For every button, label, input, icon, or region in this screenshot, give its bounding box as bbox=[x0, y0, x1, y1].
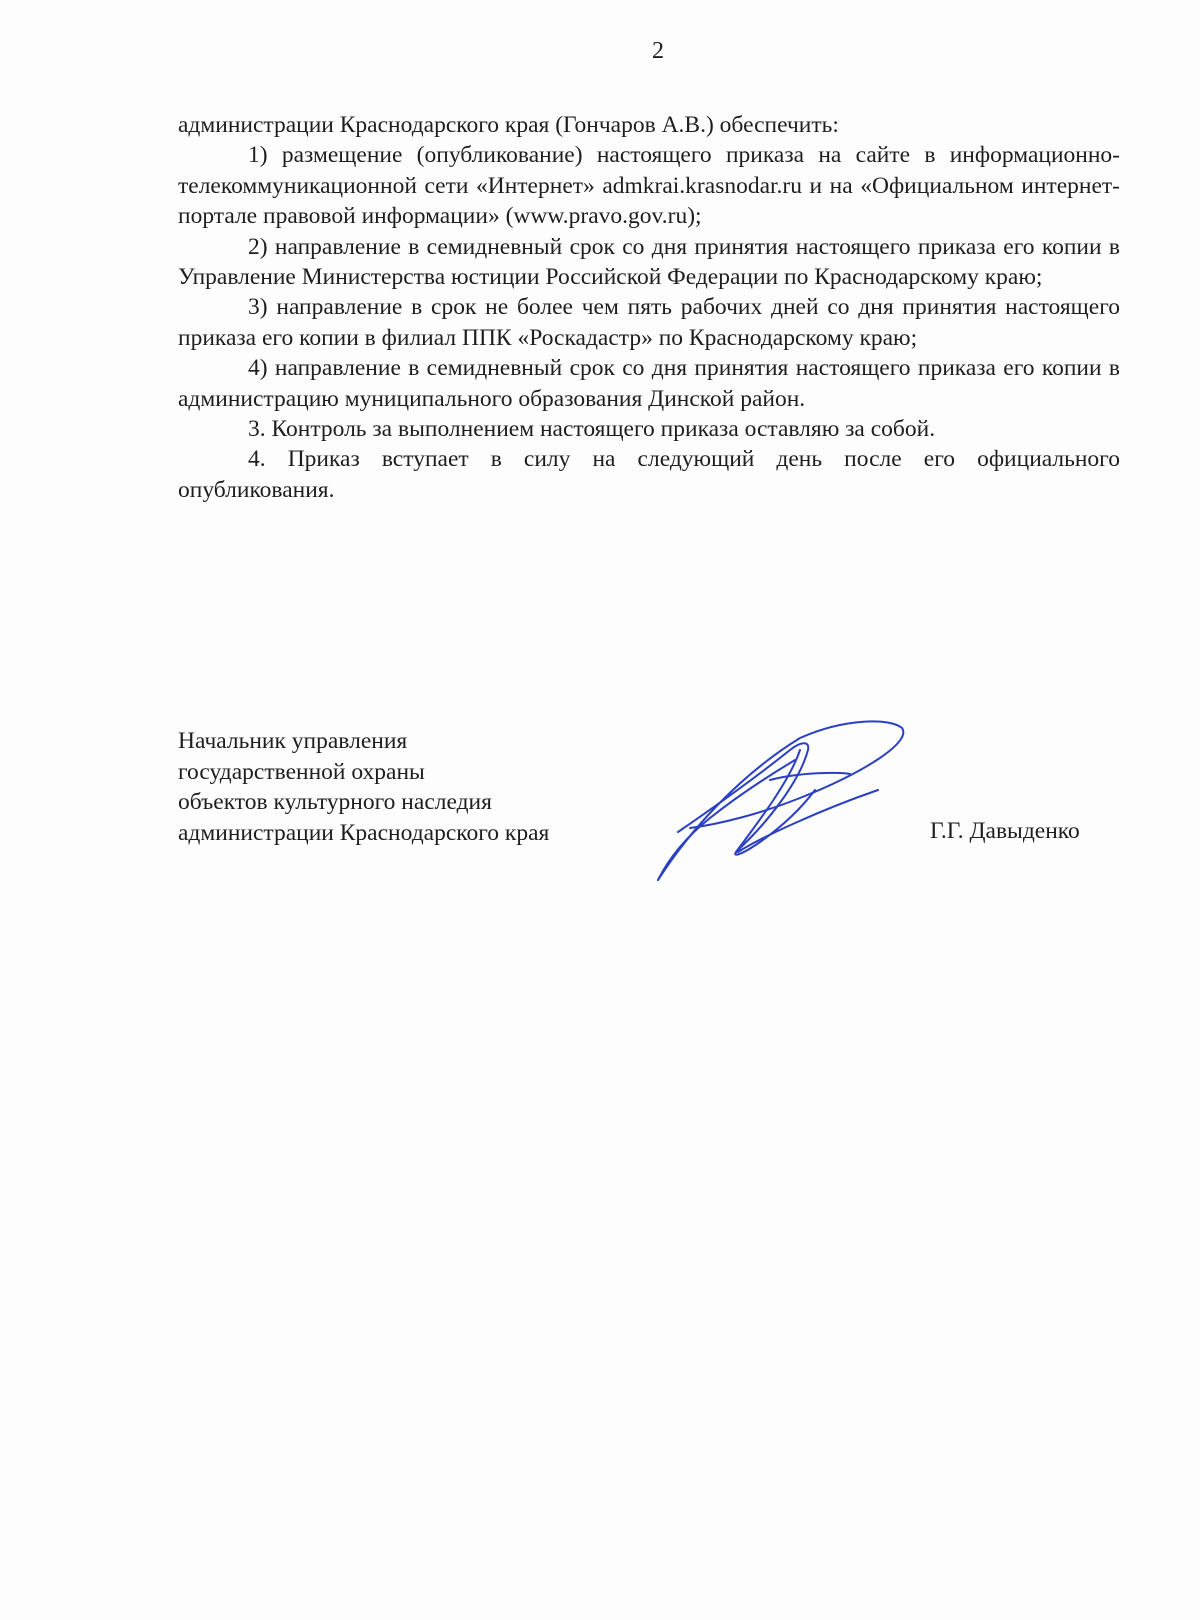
handwritten-signature bbox=[650, 720, 920, 890]
page-number: 2 bbox=[652, 38, 664, 64]
signer-position-line: объектов культурного наследия bbox=[178, 789, 492, 815]
paragraph-item-4: 4) направление в семидневный срок со дня принятия настоящего приказа его копии в администрацию муниципального образования Динской район. bbox=[178, 355, 1120, 412]
paragraph-item-1: 1) размещение (опубликование) настоящего приказа на сайте в информационно-телекоммуникационной сети «Интернет» admkrai.krasnodar.ru и на «Официальном интернет-портале правовой информации» (www.pravo.gov.ru); bbox=[178, 142, 1120, 230]
signer-name: Г.Г. Давыденко bbox=[930, 818, 1080, 844]
paragraph-item-3: 3) направление в срок не более чем пять рабочих дней со дня принятия настоящего приказа его копии в филиал ППК «Роскадастр» по Краснодарскому краю; bbox=[178, 294, 1120, 351]
paragraph-item-2: 2) направление в семидневный срок со дня принятия настоящего приказа его копии в Управление Министерства юстиции Российской Федерации по Краснодарскому краю; bbox=[178, 233, 1120, 291]
signer-position-line: администрации Краснодарского края bbox=[178, 819, 550, 846]
signer-position-line: государственной охраны bbox=[178, 758, 425, 785]
document-body bbox=[178, 110, 1120, 505]
paragraph-clause-4: 4. Приказ вступает в силу на следующий день после его официального опубликования. bbox=[178, 446, 1120, 503]
signer-position-line: Начальник управления bbox=[178, 728, 408, 754]
paragraph-intro: администрации Краснодарского края (Гончаров А.В.) обеспечить: bbox=[178, 112, 839, 138]
paragraph-clause-3: 3. Контроль за выполнением настоящего приказа оставляю за собой. bbox=[248, 416, 936, 443]
signer-position bbox=[178, 726, 549, 848]
